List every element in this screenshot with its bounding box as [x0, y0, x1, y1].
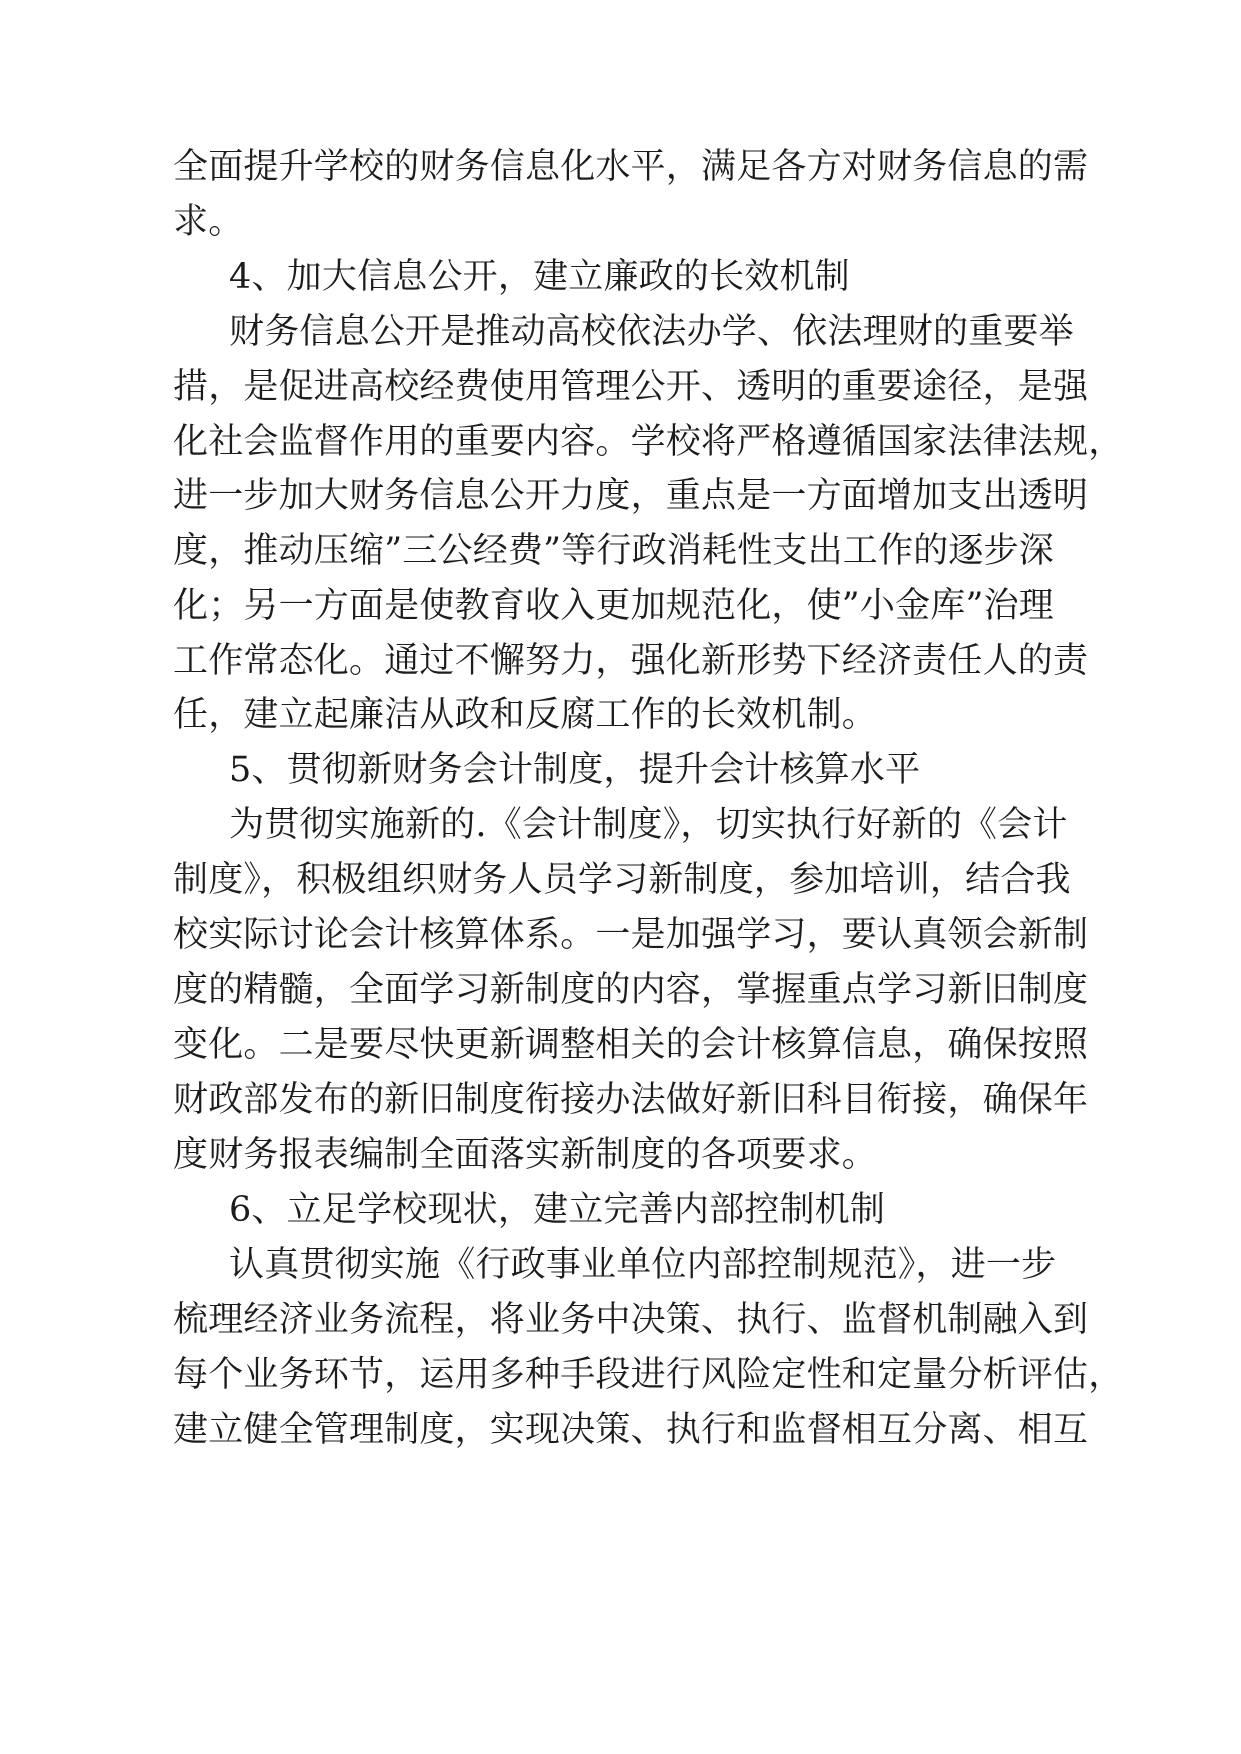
body-line: 求。	[173, 202, 244, 242]
section-heading-4: 4、加大信息公开，建立廉政的长效机制	[229, 257, 850, 297]
body-line: 化社会监督作用的重要内容。学校将严格遵循国家法律法规，	[173, 422, 1124, 462]
body-line: 为贯彻实施新的.《会计制度》，切实执行好新的《会计	[229, 805, 1068, 845]
body-line: 认真贯彻实施《行政事业单位内部控制规范》，进一步	[229, 1245, 1057, 1285]
body-line: 财务信息公开是推动高校依法办学、依法理财的重要举	[229, 312, 1074, 352]
body-line: 化；另一方面是使教育收入更加规范化，使”小金库”治理	[173, 586, 1054, 626]
body-line: 措，是促进高校经费使用管理公开、透明的重要途径，是强	[173, 367, 1089, 407]
body-line: 校实际讨论会计核算体系。一是加强学习，要认真领会新制	[173, 915, 1089, 955]
body-line: 工作常态化。通过不懈努力，强化新形势下经济责任人的责	[173, 641, 1089, 681]
section-heading-6: 6、立足学校现状，建立完善内部控制机制	[229, 1190, 886, 1230]
body-line: 变化。二是要尽快更新调整相关的会计核算信息，确保按照	[173, 1025, 1089, 1065]
body-line: 梳理经济业务流程，将业务中决策、执行、监督机制融入到	[173, 1300, 1089, 1340]
body-line: 度，推动压缩”三公经费”等行政消耗性支出工作的逐步深	[173, 531, 1054, 571]
body-line: 度财务报表编制全面落实新制度的各项要求。	[173, 1135, 878, 1175]
body-line: 全面提升学校的财务信息化水平，满足各方对财务信息的需	[173, 147, 1089, 187]
body-line: 度的精髓，全面学习新制度的内容，掌握重点学习新旧制度	[173, 970, 1089, 1010]
body-line: 任，建立起廉洁从政和反腐工作的长效机制。	[173, 695, 878, 735]
body-line: 建立健全管理制度，实现决策、执行和监督相互分离、相互	[173, 1410, 1089, 1450]
body-line: 进一步加大财务信息公开力度，重点是一方面增加支出透明	[173, 476, 1089, 516]
body-line: 制度》，积极组织财务人员学习新制度，参加培训，结合我	[173, 860, 1071, 900]
body-line: 财政部发布的新旧制度衔接办法做好新旧科目衔接，确保年	[173, 1080, 1089, 1120]
body-line: 每个业务环节，运用多种手段进行风险定性和定量分析评估，	[173, 1355, 1124, 1395]
section-heading-5: 5、贯彻新财务会计制度，提升会计核算水平	[229, 750, 921, 790]
